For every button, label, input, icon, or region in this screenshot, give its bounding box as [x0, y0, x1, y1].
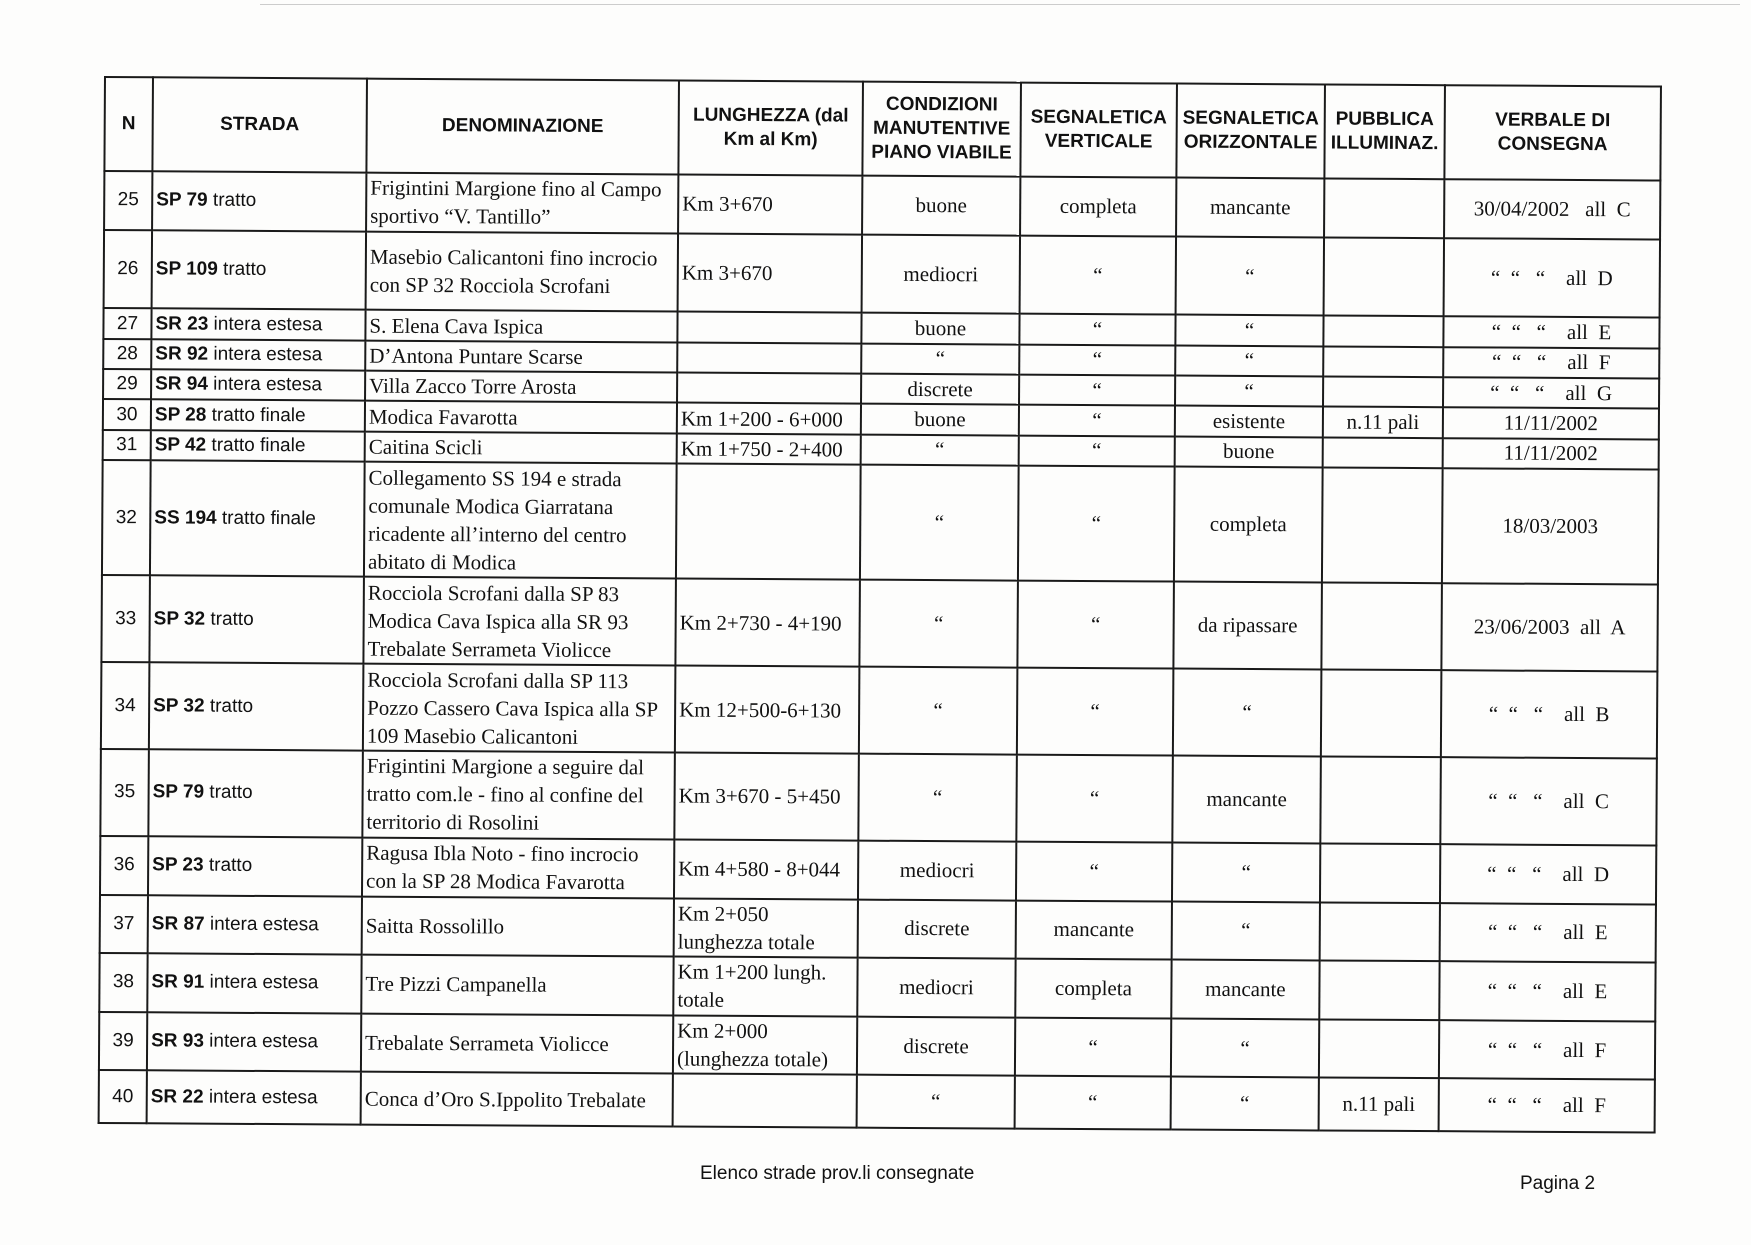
denominazione-cell: Trebalate Serrameta Violicce — [361, 1013, 673, 1074]
road-extent: intera estesa — [208, 1086, 318, 1108]
row-number: 38 — [99, 953, 147, 1012]
condizioni-cell: mediocri — [862, 234, 1020, 314]
road-extent: tratto — [223, 258, 267, 281]
denominazione-cell: Conca d’Oro S.Ippolito Trebalate — [361, 1072, 673, 1127]
road-extent: tratto — [209, 782, 253, 804]
road-code: SR 87 — [151, 913, 205, 935]
verbale-cell: “ “ “ all E — [1440, 903, 1656, 963]
road-code: SP 23 — [152, 854, 204, 876]
segnaletica-verticale-cell: “ — [1019, 314, 1175, 345]
denominazione-cell: Frigintini Margione fino al Campo sportivo “V. Tantillo” — [366, 173, 678, 234]
segnaletica-orizzontale-cell: “ — [1176, 236, 1324, 316]
condizioni-cell: “ — [861, 343, 1019, 374]
footer-title: Elenco strade prov.li consegnate — [700, 1163, 975, 1184]
denominazione-cell: Frigintini Margione a seguire dal tratto com.le - fino al confine del territorio di Rosolini — [362, 751, 675, 840]
lunghezza-cell: Km 3+670 - 5+450 — [674, 752, 859, 840]
lunghezza-cell: Km 2+730 - 4+190 — [675, 579, 860, 667]
road-code-cell — [147, 953, 361, 1013]
condizioni-cell: discrete — [857, 1016, 1015, 1076]
road-extent: tratto finale — [211, 404, 306, 426]
condizioni-cell: “ — [859, 580, 1018, 668]
row-number: 29 — [103, 369, 151, 400]
segnaletica-orizzontale-cell: “ — [1175, 315, 1323, 346]
row-number: 28 — [103, 339, 151, 370]
condizioni-cell: “ — [860, 465, 1019, 581]
verbale-cell: “ “ “ all E — [1443, 317, 1659, 349]
road-code: SP 32 — [153, 694, 205, 717]
row-number: 30 — [103, 399, 151, 430]
road-code-cell — [152, 171, 366, 231]
segnaletica-verticale-cell: “ — [1015, 1076, 1171, 1130]
condizioni-cell: “ — [857, 1075, 1015, 1129]
illuminazione-cell — [1320, 843, 1440, 902]
verbale-cell: 11/11/2002 — [1443, 438, 1659, 470]
header-lunghezza: LUNGHEZZA (dal Km al Km) — [678, 81, 863, 176]
illuminazione-cell — [1321, 583, 1442, 671]
row-number: 26 — [104, 230, 152, 309]
road-code-cell — [151, 339, 365, 371]
segnaletica-verticale-cell: “ — [1015, 1017, 1171, 1077]
illuminazione-cell — [1323, 316, 1443, 347]
row-number: 39 — [99, 1012, 147, 1071]
segnaletica-orizzontale-cell: “ — [1171, 1018, 1319, 1078]
lunghezza-cell: Km 1+200 - 6+000 — [677, 403, 861, 434]
segnaletica-verticale-cell: “ — [1019, 405, 1175, 436]
segnaletica-verticale-cell: “ — [1016, 755, 1173, 843]
road-code-cell — [151, 430, 365, 462]
illuminazione-cell — [1320, 902, 1440, 961]
page-number: Pagina 2 — [1520, 1173, 1596, 1194]
lunghezza-cell: Km 4+580 - 8+044 — [674, 839, 858, 899]
verbale-cell: “ “ “ all C — [1440, 757, 1657, 845]
verbale-cell: “ “ “ all F — [1443, 347, 1659, 379]
illuminazione-cell — [1323, 346, 1443, 377]
denominazione-cell: Masebio Calicantoni fino incrocio con SP 32 Rocciola Scrofani — [366, 231, 678, 312]
segnaletica-verticale-cell: “ — [1019, 375, 1175, 406]
segnaletica-verticale-cell: “ — [1016, 841, 1172, 901]
road-code-cell — [148, 836, 362, 896]
segnaletica-orizzontale-cell: “ — [1175, 376, 1323, 407]
segnaletica-orizzontale-cell: “ — [1173, 669, 1322, 757]
lunghezza-cell: Km 3+670 — [678, 233, 862, 313]
segnaletica-orizzontale-cell: mancante — [1176, 178, 1324, 238]
lunghezza-cell: Km 2+050 lunghezza totale — [674, 898, 858, 958]
segnaletica-verticale-cell: completa — [1020, 177, 1176, 237]
road-code-cell — [147, 1071, 361, 1125]
header-verbale-consegna: VERBALE DI CONSEGNA — [1444, 85, 1661, 180]
verbale-cell: “ “ “ all B — [1441, 670, 1658, 758]
road-code: SS 194 — [154, 506, 217, 529]
lunghezza-cell: Km 1+200 lungh. totale — [673, 957, 857, 1017]
row-number: 34 — [101, 662, 150, 749]
segnaletica-orizzontale-cell: “ — [1172, 842, 1320, 902]
road-extent: tratto — [209, 695, 254, 717]
lunghezza-cell — [677, 342, 861, 373]
road-code: SP 32 — [153, 607, 206, 630]
condizioni-cell: “ — [861, 434, 1019, 465]
denominazione-cell: Tre Pizzi Campanella — [361, 955, 673, 1016]
denominazione-cell: Rocciola Scrofani dalla SP 83 Modica Cava Ispica alla SR 93 Trebalate Serrameta Violicce — [363, 577, 676, 666]
road-extent: intera estesa — [209, 1030, 319, 1053]
illuminazione-cell — [1320, 756, 1441, 844]
condizioni-cell: “ — [859, 667, 1018, 755]
road-extent: intera estesa — [209, 913, 319, 936]
segnaletica-orizzontale-cell: “ — [1175, 345, 1323, 376]
road-code: SR 22 — [150, 1085, 204, 1108]
lunghezza-cell — [676, 463, 861, 579]
row-number: 31 — [103, 430, 151, 461]
road-code: SP 28 — [154, 403, 207, 426]
header-segnaletica-verticale: SEGNALETICA VERTICALE — [1020, 83, 1177, 178]
table-row — [100, 836, 1656, 904]
road-code-cell — [147, 1012, 361, 1072]
illuminazione-cell — [1322, 467, 1443, 583]
condizioni-cell: discrete — [861, 374, 1019, 405]
table-row — [102, 460, 1659, 585]
denominazione-cell: Villa Zacco Torre Arosta — [365, 371, 677, 403]
table-row — [99, 1012, 1655, 1080]
table-header-row — [104, 77, 1661, 181]
road-code-cell — [149, 575, 364, 663]
road-code-cell — [151, 309, 365, 341]
road-extent: tratto — [208, 854, 253, 877]
lunghezza-cell — [677, 312, 861, 343]
road-extent: intera estesa — [213, 373, 323, 396]
illuminazione-cell — [1319, 961, 1439, 1020]
verbale-cell: 18/03/2003 — [1442, 468, 1659, 585]
road-code: SP 79 — [152, 781, 205, 804]
road-code: SR 92 — [155, 343, 209, 365]
condizioni-cell: discrete — [858, 899, 1016, 959]
segnaletica-verticale-cell: mancante — [1016, 900, 1172, 960]
verbale-cell: “ “ “ all F — [1439, 1020, 1655, 1080]
road-code-cell — [151, 369, 365, 401]
verbale-cell: 30/04/2002 all C — [1444, 179, 1660, 239]
segnaletica-orizzontale-cell: mancante — [1172, 756, 1321, 844]
roads-table — [98, 76, 1662, 1133]
denominazione-cell: Rocciola Scrofani dalla SP 113 Pozzo Cassero Cava Ispica alla SP 109 Masebio Calicantoni — [363, 664, 676, 753]
road-extent: tratto — [210, 608, 254, 630]
road-code-cell — [151, 400, 365, 432]
road-extent: tratto finale — [211, 434, 306, 457]
table-row — [101, 575, 1658, 671]
segnaletica-verticale-cell: “ — [1017, 668, 1174, 756]
illuminazione-cell — [1324, 178, 1444, 237]
header-segnaletica-orizzontale: SEGNALETICA ORIZZONTALE — [1176, 84, 1325, 179]
road-code-cell — [148, 895, 362, 955]
road-extent: tratto finale — [221, 507, 316, 529]
lunghezza-cell: Km 3+670 — [678, 175, 862, 235]
table-body — [99, 171, 1661, 1132]
denominazione-cell: D’Antona Puntare Scarse — [365, 340, 677, 372]
table-row — [101, 662, 1658, 758]
condizioni-cell: “ — [858, 754, 1017, 842]
segnaletica-orizzontale-cell: “ — [1172, 901, 1320, 961]
denominazione-cell: Saitta Rossolillo — [362, 896, 674, 957]
row-number: 40 — [99, 1070, 147, 1123]
segnaletica-orizzontale-cell: esistente — [1175, 406, 1323, 437]
road-extent: intera estesa — [209, 972, 319, 994]
row-number: 36 — [100, 836, 148, 895]
table-row — [99, 953, 1655, 1021]
verbale-cell: 23/06/2003 all A — [1441, 583, 1658, 671]
illuminazione-cell — [1323, 377, 1443, 408]
lunghezza-cell — [673, 1074, 857, 1128]
verbale-cell: “ “ “ all G — [1443, 377, 1659, 409]
denominazione-cell: Caitina Scicli — [365, 431, 677, 463]
header-pubblica-illuminazione: PUBBLICA ILLUMINAZ. — [1324, 84, 1445, 179]
header-strada: STRADA — [152, 77, 367, 172]
condizioni-cell: buone — [861, 313, 1019, 344]
segnaletica-verticale-cell: “ — [1019, 344, 1175, 375]
verbale-cell: “ “ “ all E — [1439, 961, 1655, 1021]
road-code: SR 23 — [155, 312, 209, 335]
table-row — [104, 171, 1660, 239]
segnaletica-verticale-cell: “ — [1019, 435, 1175, 466]
road-code: SR 94 — [155, 373, 208, 395]
condizioni-cell: mediocri — [858, 841, 1016, 901]
scan-edge-line — [260, 4, 1740, 5]
condizioni-cell: buone — [862, 176, 1020, 236]
illuminazione-cell — [1319, 1019, 1439, 1078]
road-code-cell — [152, 230, 366, 310]
row-number: 25 — [104, 171, 152, 230]
verbale-cell: “ “ “ all D — [1444, 238, 1660, 318]
verbale-cell: “ “ “ all D — [1440, 844, 1656, 904]
row-number: 32 — [102, 460, 151, 575]
road-code-cell — [148, 749, 363, 837]
segnaletica-orizzontale-cell: da ripassare — [1173, 582, 1322, 670]
row-number: 27 — [103, 308, 151, 339]
road-extent: intera estesa — [213, 343, 323, 366]
verbale-cell: 11/11/2002 — [1443, 408, 1659, 440]
condizioni-cell: mediocri — [857, 958, 1015, 1018]
verbale-cell: “ “ “ all F — [1439, 1079, 1655, 1133]
illuminazione-cell — [1321, 670, 1442, 758]
lunghezza-cell: Km 2+000 (lunghezza totale) — [673, 1015, 857, 1075]
illuminazione-cell: n.11 pali — [1319, 1078, 1439, 1131]
illuminazione-cell: n.11 pali — [1323, 407, 1443, 438]
denominazione-cell: S. Elena Cava Ispica — [365, 310, 677, 342]
road-extent: tratto — [212, 189, 257, 212]
segnaletica-verticale-cell: completa — [1015, 959, 1171, 1019]
illuminazione-cell — [1323, 437, 1443, 468]
denominazione-cell: Modica Favarotta — [365, 401, 677, 433]
segnaletica-verticale-cell: “ — [1018, 466, 1175, 582]
lunghezza-cell — [677, 373, 861, 404]
row-number: 35 — [100, 749, 149, 836]
segnaletica-orizzontale-cell: completa — [1174, 467, 1323, 583]
denominazione-cell: Ragusa Ibla Noto - fino incrocio con la SP 28 Modica Favarotta — [362, 837, 674, 898]
road-code: SP 79 — [156, 189, 208, 211]
condizioni-cell: buone — [861, 404, 1019, 435]
table-row — [104, 230, 1660, 318]
row-number: 33 — [101, 575, 150, 662]
segnaletica-orizzontale-cell: “ — [1171, 1077, 1319, 1131]
road-code-cell — [150, 460, 365, 577]
road-code-cell — [149, 662, 364, 750]
denominazione-cell: Collegamento SS 194 e strada comunale Modica Giarratana ricadente all’interno del centro abitato di Modica — [364, 462, 677, 579]
table-row — [100, 895, 1656, 963]
header-n: N — [104, 77, 153, 171]
segnaletica-orizzontale-cell: mancante — [1171, 960, 1319, 1020]
road-extent: intera estesa — [213, 313, 323, 335]
lunghezza-cell: Km 1+750 - 2+400 — [677, 433, 861, 464]
road-code: SR 93 — [151, 1030, 204, 1052]
header-denominazione: DENOMINAZIONE — [366, 79, 679, 175]
road-code: SP 109 — [155, 258, 218, 280]
lunghezza-cell: Km 12+500-6+130 — [675, 666, 860, 754]
segnaletica-verticale-cell: “ — [1020, 235, 1176, 315]
segnaletica-verticale-cell: “ — [1017, 581, 1174, 669]
table-row — [99, 1070, 1655, 1132]
road-code: SR 91 — [151, 971, 205, 994]
illuminazione-cell — [1324, 237, 1444, 317]
road-code: SP 42 — [154, 434, 207, 456]
row-number: 37 — [100, 895, 148, 954]
header-condizioni: CONDIZIONI MANUTENTIVE PIANO VIABILE — [862, 82, 1021, 177]
segnaletica-orizzontale-cell: buone — [1175, 436, 1323, 467]
table-row — [100, 749, 1657, 845]
